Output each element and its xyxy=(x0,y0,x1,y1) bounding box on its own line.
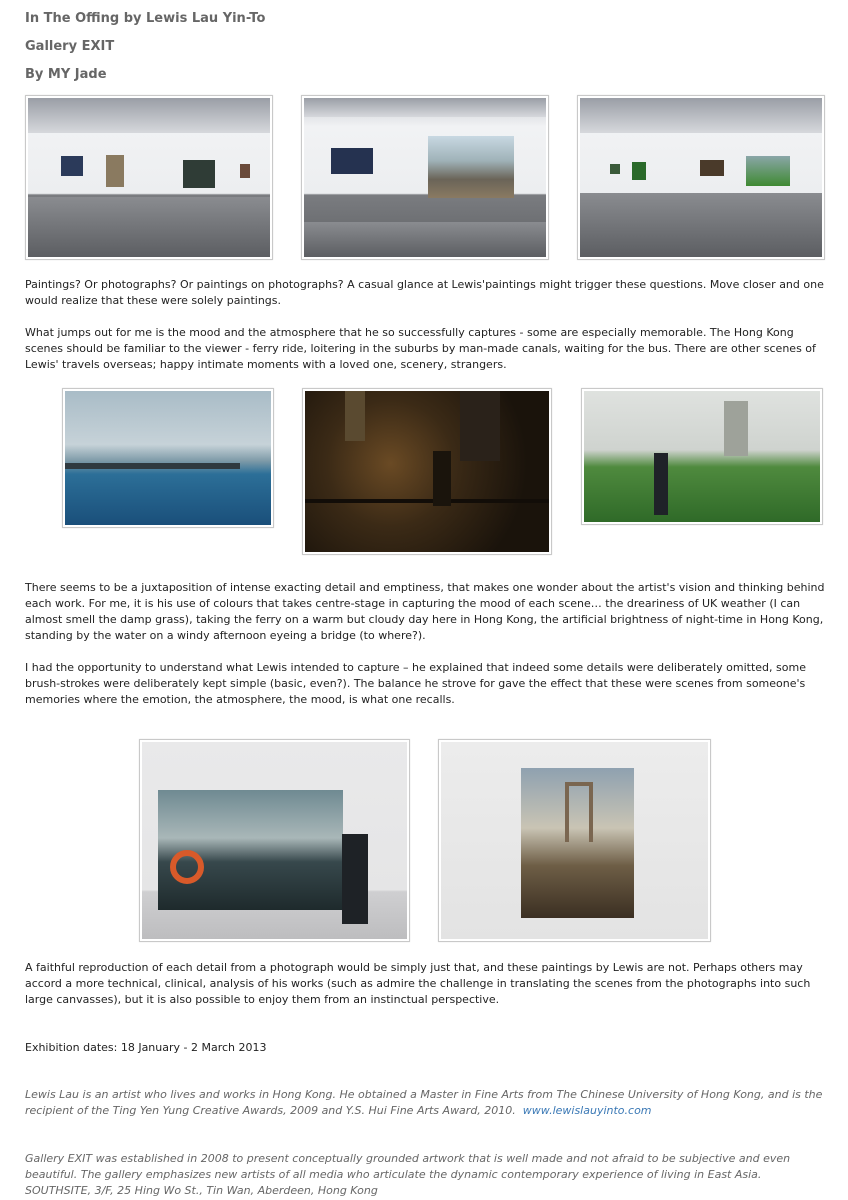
painting-park-bridge xyxy=(581,388,823,525)
gallery-address: SOUTHSITE, 3/F, 25 Hing Wo St., Tin Wan, Aberdeen, Hong Kong xyxy=(25,1184,378,1197)
paragraph-intention: I had the opportunity to understand what Lewis intended to capture – he explained that indeed some details were deliberately omitted, some brush-strokes were deliberately kept simple (basic, even?). The balance he strove for gave the effect that these were scenes from someone's memories where the emotion, the atmosphere, the mood, is what one recalls. xyxy=(25,661,806,706)
artist-bio xyxy=(25,1087,825,1119)
painting-night-hong-kong xyxy=(302,388,552,555)
article-title: In The Offing by Lewis Lau Yin-To xyxy=(25,11,266,26)
paragraph-reproduction: A faithful reproduction of each detail from a photograph would be simply just that, and these paintings by Lewis are not. Perhaps others may accord a more technical, clinical, analysis of his works (such as admire the challenge in translating the scenes from the photographs into such large canvasses), but it is also possible to enjoy them from an instinctual perspective. xyxy=(25,961,811,1006)
gallery-view-photo-3 xyxy=(577,95,825,260)
gallery-view-photo-2 xyxy=(301,95,549,260)
photo-artist-with-ferry-painting xyxy=(139,739,410,942)
gallery-name: Gallery EXIT xyxy=(25,39,115,54)
painting-sea-bridge xyxy=(62,388,274,528)
artist-website-link[interactable]: www.lewislauyinto.com xyxy=(522,1104,652,1117)
photo-clifton-bridge-painting xyxy=(438,739,711,942)
artist-bio-text: Lewis Lau is an artist who lives and works in Hong Kong. He obtained a Master in Fine Arts from The Chinese University of Hong Kong, and is the recipient of the Ting Yen Yung Creative Awards, 2009 and Y.S. Hui Fine Arts Award, 2010. xyxy=(25,1088,823,1117)
paragraph-intro: Paintings? Or photographs? Or paintings on photographs? A casual glance at Lewis'paintings might trigger these questions. Move closer and one would realize that these were solely paintings. xyxy=(25,278,824,307)
paragraph-juxtaposition: There seems to be a juxtaposition of intense exacting detail and emptiness, that makes one wonder about the artist's vision and thinking behind each work. For me, it is his use of colours that takes centre-stage in capturing the mood of each scene… the dreariness of UK weather (I can almost smell the damp grass), taking the ferry on a warm but cloudy day here in Hong Kong, the artificial brightness of night-time in Hong Kong, standing by the water on a windy afternoon eyeing a bridge (to where?). xyxy=(25,581,825,642)
paragraph-mood: What jumps out for me is the mood and the atmosphere that he so successfully captures - some are especially memorable. The Hong Kong scenes should be familiar to the viewer - ferry ride, loitering in the suburbs by man-made canals, waiting for the bus. There are other scenes of Lewis' travels overseas; happy intimate moments with a loved one, scenery, strangers. xyxy=(25,326,816,371)
exhibition-dates: Exhibition dates: 18 January - 2 March 2013 xyxy=(25,1041,267,1054)
byline: By MY Jade xyxy=(25,67,107,82)
gallery-view-photo-1 xyxy=(25,95,273,260)
gallery-about-text: Gallery EXIT was established in 2008 to present conceptually grounded artwork that is well made and not afraid to be subjective and even beautiful. The gallery emphasizes new artists of all media who articulate the dynamic contemporary experience of living in East Asia. xyxy=(25,1152,791,1181)
gallery-about xyxy=(25,1151,825,1199)
